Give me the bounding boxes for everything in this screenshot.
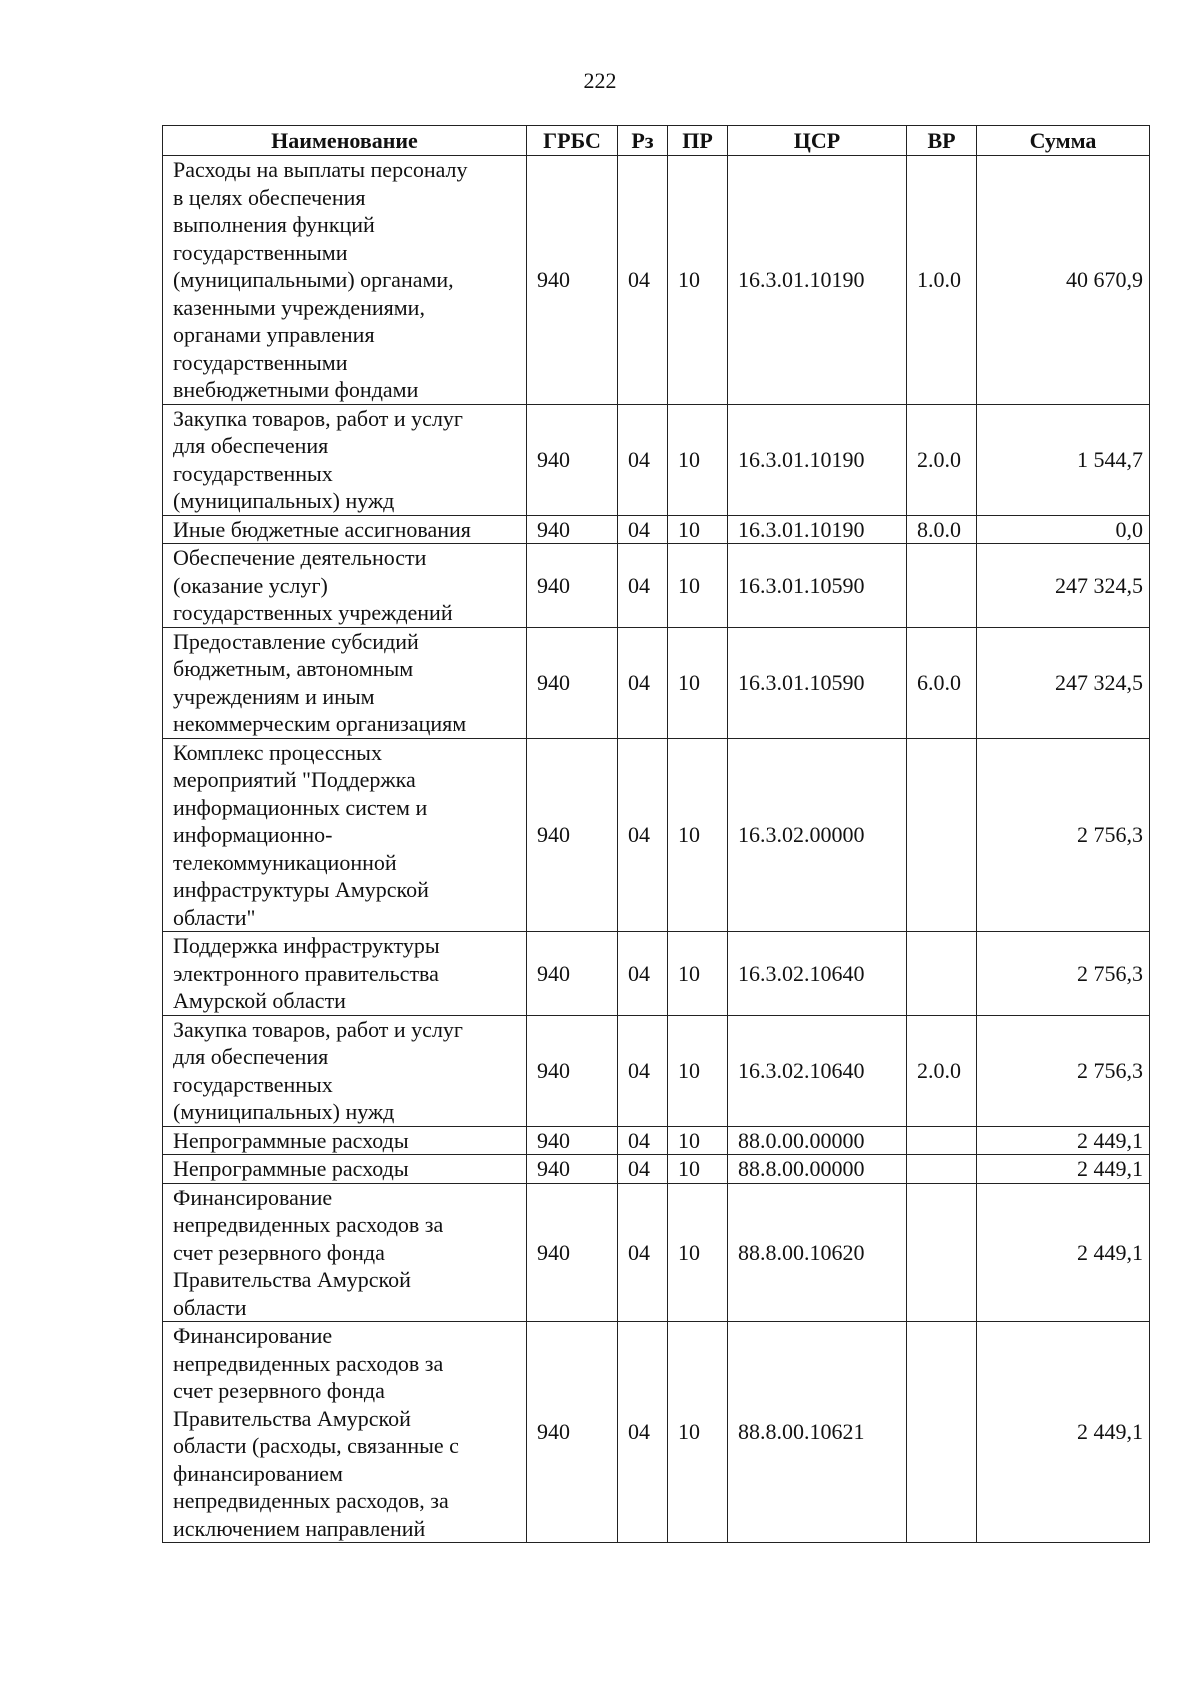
cell-name-line: Обеспечение деятельности [173,545,427,570]
cell-name-line: Финансирование [173,1323,333,1348]
cell-vr: 6.0.0 [907,627,977,738]
cell-name-line: в целях обеспечения [173,184,366,210]
cell-name-line: Закупка товаров, работ и услуг [173,1016,463,1042]
cell-name-line: (муниципальными) органами, [173,267,454,292]
cell-pr: 10 [668,404,728,515]
cell-name-line: государственными [173,349,348,375]
cell-pr: 10 [668,515,728,544]
cell-rz: 04 [618,1155,668,1184]
cell-name-line: государственных [173,1071,333,1097]
cell-sum: 40 670,9 [977,156,1150,405]
cell-pr: 10 [668,156,728,405]
cell-csr: 88.0.00.00000 [728,1126,907,1155]
cell-name-line: внебюджетными фондами [173,377,419,402]
cell-name-line: Амурской области [173,988,346,1013]
table-header-row [163,126,1150,156]
cell-sum: 0,0 [977,515,1150,544]
cell-name [163,156,527,405]
cell-name [163,1322,527,1543]
cell-name-line: учреждениям и иным [173,683,375,709]
cell-grbs: 940 [527,156,618,405]
cell-name-line: информационно- [173,822,333,847]
budget-table [162,125,1150,1543]
cell-rz: 04 [618,1322,668,1543]
cell-name-line: (оказание услуг) [173,572,328,598]
cell-sum: 2 756,3 [977,738,1150,932]
table-row [163,404,1150,515]
cell-name-line: области" [173,904,256,930]
cell-vr [907,1155,977,1184]
cell-name-line: Финансирование [173,1184,333,1210]
cell-pr: 10 [668,1126,728,1155]
cell-name-line: государственных учреждений [173,600,453,625]
cell-grbs: 940 [527,544,618,628]
cell-csr: 16.3.02.10640 [728,932,907,1016]
cell-name-line: телекоммуникационной [173,849,397,875]
cell-vr [907,544,977,628]
page-number: 222 [583,68,617,93]
cell-name-line: исключением направлений [173,1515,426,1541]
cell-rz: 04 [618,627,668,738]
cell-name-line: непредвиденных расходов за [173,1350,444,1376]
cell-name [163,1126,527,1155]
cell-pr: 10 [668,1183,728,1322]
cell-csr: 16.3.01.10190 [728,404,907,515]
cell-csr: 16.3.01.10590 [728,544,907,628]
cell-grbs: 940 [527,1126,618,1155]
cell-name-line: (муниципальных) нужд [173,488,395,513]
cell-sum: 2 449,1 [977,1155,1150,1184]
cell-name [163,515,527,544]
cell-sum: 2 449,1 [977,1322,1150,1543]
cell-vr: 2.0.0 [907,1015,977,1126]
cell-name-line: Правительства Амурской [173,1267,411,1292]
cell-rz: 04 [618,738,668,932]
cell-rz: 04 [618,544,668,628]
header-sum: Сумма [977,126,1150,156]
table-row [163,1322,1150,1543]
cell-name-line: мероприятий "Поддержка [173,767,416,792]
cell-name-line: Предоставление субсидий [173,628,419,654]
cell-name-line: государственных [173,460,333,486]
cell-vr [907,1183,977,1322]
cell-name-line: выполнения функций [173,212,375,237]
cell-name-line: инфраструктуры Амурской [173,877,429,902]
cell-name [163,627,527,738]
cell-rz: 04 [618,404,668,515]
cell-sum: 2 449,1 [977,1183,1150,1322]
cell-name-line: Непрограммные расходы [173,1156,409,1181]
cell-rz: 04 [618,932,668,1016]
cell-name-line: некоммерческим организациям [173,711,467,736]
cell-name-line: казенными учреждениями, [173,294,425,320]
cell-name-line: Правительства Амурской [173,1405,411,1431]
cell-name-line: (муниципальных) нужд [173,1099,395,1124]
cell-rz: 04 [618,1015,668,1126]
cell-name-line: для обеспечения [173,1044,329,1069]
cell-sum: 2 756,3 [977,932,1150,1016]
cell-rz: 04 [618,1126,668,1155]
cell-name [163,1183,527,1322]
header-name: Наименование [163,126,527,156]
cell-rz: 04 [618,515,668,544]
cell-csr: 88.8.00.10621 [728,1322,907,1543]
cell-name [163,932,527,1016]
table-row [163,932,1150,1016]
cell-name-line: области [173,1294,247,1320]
cell-vr: 8.0.0 [907,515,977,544]
cell-name-line: счет резервного фонда [173,1378,385,1403]
cell-vr [907,1126,977,1155]
cell-pr: 10 [668,1322,728,1543]
cell-name-line: области (расходы, связанные с [173,1433,459,1458]
table-row [163,515,1150,544]
cell-name [163,1015,527,1126]
cell-pr: 10 [668,932,728,1016]
table-row [163,544,1150,628]
cell-pr: 10 [668,544,728,628]
cell-pr: 10 [668,1155,728,1184]
cell-name-line: непредвиденных расходов, за [173,1488,449,1513]
table-row [163,1126,1150,1155]
cell-rz: 04 [618,156,668,405]
cell-sum: 2 449,1 [977,1126,1150,1155]
cell-csr: 16.3.01.10190 [728,156,907,405]
cell-name-line: Комплекс процессных [173,739,382,765]
cell-name [163,544,527,628]
header-rz: Рз [618,126,668,156]
table-row [163,627,1150,738]
cell-name-line: Поддержка инфраструктуры [173,933,440,958]
cell-grbs: 940 [527,1155,618,1184]
cell-vr: 2.0.0 [907,404,977,515]
cell-grbs: 940 [527,738,618,932]
cell-name-line: финансированием [173,1460,343,1486]
cell-pr: 10 [668,738,728,932]
cell-name-line: для обеспечения [173,433,329,458]
cell-name-line: Иные бюджетные ассигнования [173,516,471,542]
cell-rz: 04 [618,1183,668,1322]
table-row [163,1183,1150,1322]
cell-name [163,738,527,932]
cell-csr: 16.3.02.10640 [728,1015,907,1126]
cell-grbs: 940 [527,515,618,544]
cell-name-line: непредвиденных расходов за [173,1212,444,1237]
cell-name-line: электронного правительства [173,960,439,986]
cell-name-line: Расходы на выплаты персоналу [173,157,468,182]
cell-csr: 88.8.00.10620 [728,1183,907,1322]
cell-name-line: бюджетным, автономным [173,656,414,681]
cell-csr: 16.3.02.00000 [728,738,907,932]
cell-name [163,1155,527,1184]
cell-name-line: счет резервного фонда [173,1239,385,1265]
cell-grbs: 940 [527,404,618,515]
cell-grbs: 940 [527,1322,618,1543]
header-csr: ЦСР [728,126,907,156]
cell-vr [907,932,977,1016]
cell-pr: 10 [668,627,728,738]
table-row [163,738,1150,932]
cell-csr: 16.3.01.10590 [728,627,907,738]
cell-csr: 88.8.00.00000 [728,1155,907,1184]
cell-name-line: органами управления [173,322,375,347]
header-vr: ВР [907,126,977,156]
table-row [163,1015,1150,1126]
cell-grbs: 940 [527,1183,618,1322]
cell-name-line: государственными [173,239,348,265]
cell-vr [907,1322,977,1543]
cell-name-line: Непрограммные расходы [173,1127,409,1153]
cell-pr: 10 [668,1015,728,1126]
cell-name-line: Закупка товаров, работ и услуг [173,405,463,431]
table-row [163,1155,1150,1184]
header-pr: ПР [668,126,728,156]
cell-vr [907,738,977,932]
cell-grbs: 940 [527,1015,618,1126]
cell-vr: 1.0.0 [907,156,977,405]
cell-sum: 2 756,3 [977,1015,1150,1126]
cell-grbs: 940 [527,627,618,738]
cell-csr: 16.3.01.10190 [728,515,907,544]
cell-grbs: 940 [527,932,618,1016]
table-body [163,156,1150,1543]
cell-sum: 247 324,5 [977,544,1150,628]
cell-sum: 1 544,7 [977,404,1150,515]
cell-name [163,404,527,515]
cell-sum: 247 324,5 [977,627,1150,738]
table-row [163,156,1150,405]
header-grbs: ГРБС [527,126,618,156]
cell-name-line: информационных систем и [173,794,428,820]
